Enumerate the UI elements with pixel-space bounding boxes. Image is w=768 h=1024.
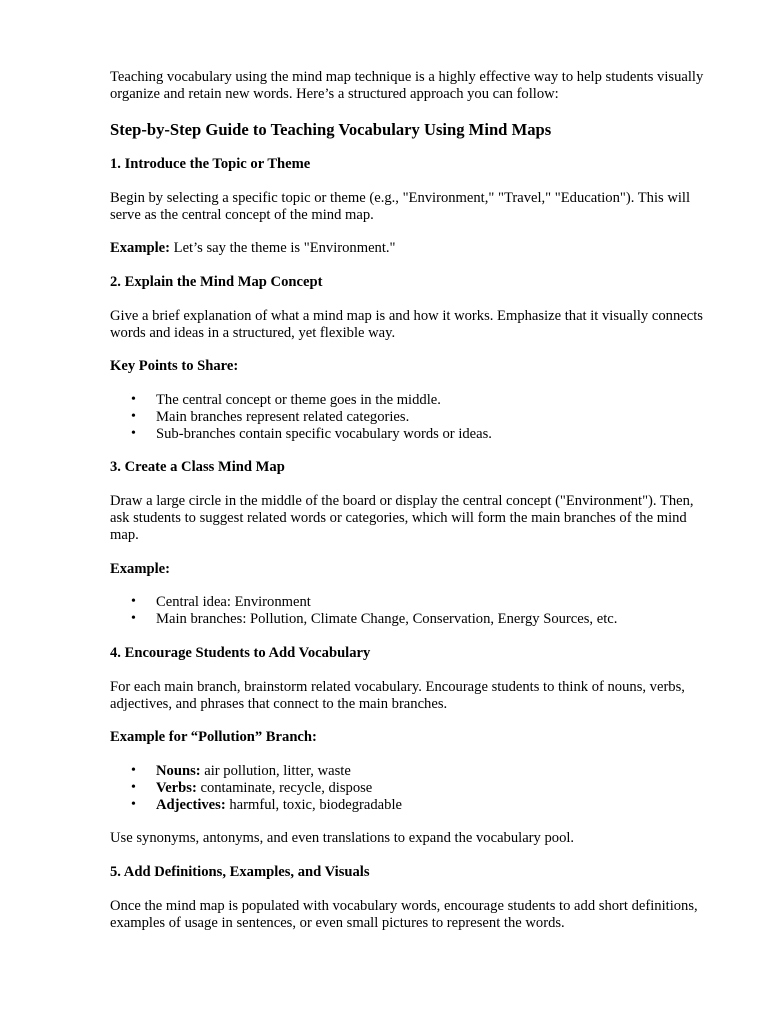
section-4-note: Use synonyms, antonyms, and even translations to expand the vocabulary pool.	[110, 830, 575, 846]
section-4-body: For each main branch, brainstorm related vocabulary. Encourage students to think of nouns, verbs, adjectives, and phrases that connect to the main branches.	[110, 679, 685, 712]
list-item: • Central idea: Environment	[131, 594, 311, 610]
list-item: • Adjectives: harmful, toxic, biodegradable	[131, 796, 402, 813]
section-2-body: Give a brief explanation of what a mind map is and how it works. Emphasize that it visually connects words and ideas in a structured, yet flexible way.	[110, 308, 703, 341]
bullet-icon: •	[131, 425, 136, 441]
intro-paragraph: Teaching vocabulary using the mind map technique is a highly effective way to help students visually organize and retain new words. Here’s a structured approach you can follow:	[110, 69, 704, 102]
example-text: Let’s say the theme is "Environment."	[170, 240, 396, 256]
bullet-icon: •	[131, 610, 136, 626]
list-item: • Sub-branches contain specific vocabulary words or ideas.	[131, 425, 492, 442]
guide-title: Step-by-Step Guide to Teaching Vocabulary Using Mind Maps	[110, 120, 552, 139]
key-points-list	[110, 392, 710, 442]
bullet-icon: •	[131, 594, 136, 609]
section-5-heading: 5. Add Definitions, Examples, and Visuals	[110, 864, 370, 880]
section-1-heading: 1. Introduce the Topic or Theme	[110, 156, 311, 172]
bullet-icon: •	[131, 796, 136, 812]
bullet-icon: •	[131, 779, 136, 795]
section-1-body: Begin by selecting a specific topic or theme (e.g., "Environment," "Travel," "Education"). This will serve as the central concept of the mind map.	[110, 190, 691, 223]
list-item: • Nouns: air pollution, litter, waste	[131, 763, 351, 779]
bullet-icon: •	[131, 763, 136, 778]
list-item: • Verbs: contaminate, recycle, dispose	[131, 779, 373, 796]
section-4-example-label: Example for “Pollution” Branch:	[110, 729, 317, 745]
list-item: • The central concept or theme goes in the middle.	[131, 392, 441, 408]
example-label: Example:	[110, 240, 170, 256]
section-4-example-list	[110, 763, 710, 813]
key-points-label: Key Points to Share:	[110, 358, 239, 374]
section-3-body: Draw a large circle in the middle of the board or display the central concept ("Environment"). Then, ask students to suggest related words or categories, which will form the main branches of the mind map.	[110, 493, 694, 543]
section-5-body: Once the mind map is populated with vocabulary words, encourage students to add short definitions, examples of usage in sentences, or even small pictures to represent the words.	[110, 898, 698, 931]
section-3-example-label: Example:	[110, 561, 170, 577]
section-4-heading: 4. Encourage Students to Add Vocabulary	[110, 645, 371, 661]
bullet-icon: •	[131, 408, 136, 424]
list-item: • Main branches: Pollution, Climate Change, Conservation, Energy Sources, etc.	[131, 610, 618, 627]
section-3-example-list	[110, 594, 710, 628]
section-3-heading: 3. Create a Class Mind Map	[110, 459, 285, 475]
bullet-icon: •	[131, 392, 136, 407]
list-item: • Main branches represent related categories.	[131, 408, 410, 425]
section-1-example	[110, 240, 710, 257]
section-2-heading: 2. Explain the Mind Map Concept	[110, 274, 323, 290]
